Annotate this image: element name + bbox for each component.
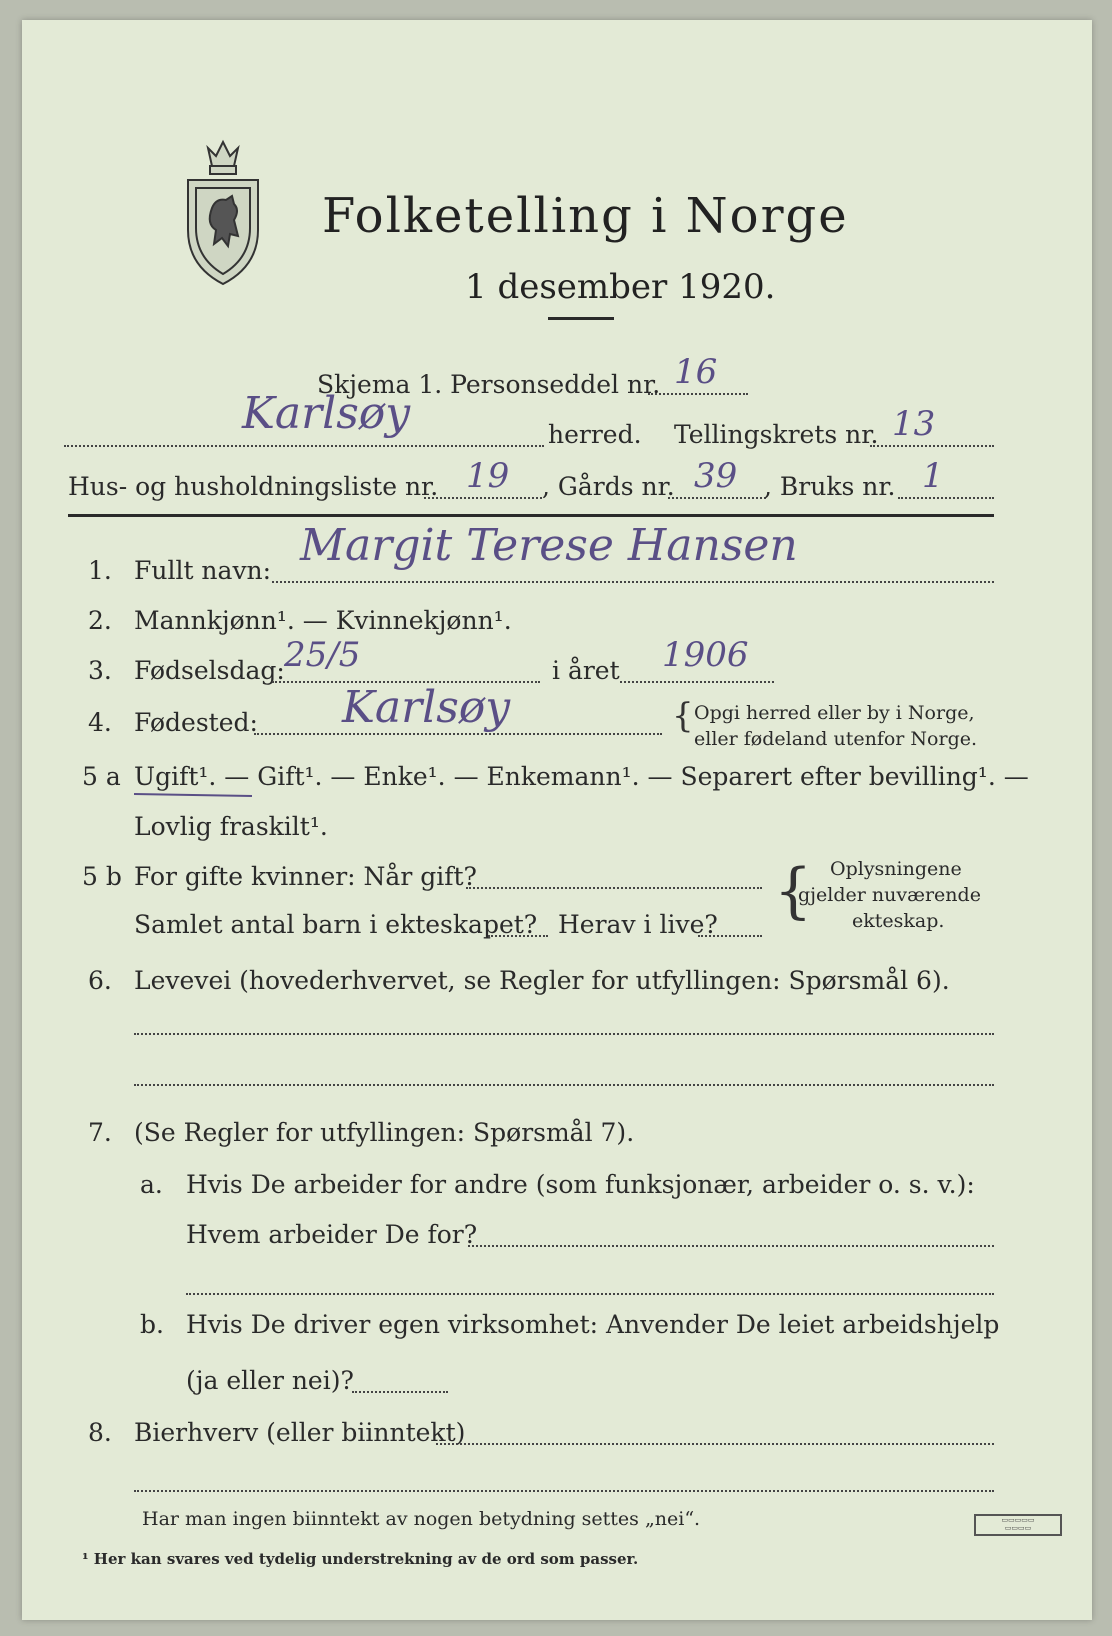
husliste-field[interactable] [424,497,542,499]
ugift-underline [134,793,252,797]
marital-status-options[interactable]: Ugift¹. — Gift¹. — Enke¹. — Enkemann¹. — Separert efter bevilling¹. — [134,762,1029,791]
norwegian-coat-of-arms-icon [182,138,264,288]
bruks-label: , Bruks nr. [764,472,896,501]
q7b-hire-label: (ja eller nei)? [186,1366,354,1395]
full-name-value: Margit Terese Hansen [300,520,798,571]
q7b-label: Hvis De driver egen virksomhet: Anvender De leiet arbeidshjelp [186,1310,1000,1339]
occupation-field-line1[interactable] [134,1033,994,1035]
q7a-employer-label: Hvem arbeider De for? [186,1220,478,1249]
personseddel-value: 16 [674,352,718,392]
q5b-alive-label: Herav i live? [558,910,718,939]
q4-note-line1: Opgi herred eller by i Norge, [694,702,975,724]
birth-year-value: 1906 [662,635,749,675]
q6-label: Levevei (hovederhvervet, se Regler for utfyllingen: Spørsmål 6). [134,966,950,995]
q7b-letter: b. [140,1310,164,1339]
hired-help-field[interactable] [352,1391,448,1393]
q3-year-label: i året [552,656,620,685]
q5a-number: 5 a [82,762,121,791]
full-name-field[interactable] [272,581,994,583]
q4-brace: { [672,696,694,736]
q4-label: Fødested: [134,708,258,737]
gender-options[interactable]: Mannkjønn¹. — Kvinnekjønn¹. [134,606,512,635]
tellingskrets-field[interactable] [870,445,994,447]
birth-year-field[interactable] [620,681,774,683]
title-divider [548,317,614,320]
employer-field-line1[interactable] [468,1245,994,1247]
gards-label: , Gårds nr. [542,472,675,501]
q1-label: Fullt navn: [134,556,272,585]
birthplace-field[interactable] [254,733,662,735]
form-title: Folketelling i Norge [322,188,849,244]
q6-number: 6. [88,966,112,995]
q8-label: Bierhverv (eller biinntekt) [134,1418,466,1447]
personseddel-field[interactable] [648,393,748,395]
husliste-value: 19 [466,456,510,496]
side-income-field-line1[interactable] [436,1443,994,1445]
header-divider [68,514,994,517]
q8-number: 8. [88,1418,112,1447]
husliste-label: Hus- og husholdningsliste nr. [68,472,439,501]
children-count-field[interactable] [488,935,548,937]
q5b-note-line3: ekteskap. [852,910,945,932]
footnote: ¹ Her kan svares ved tydelig understrekning av de ord som passer. [82,1550,639,1568]
marital-status-options-line2[interactable]: Lovlig fraskilt¹. [134,812,328,841]
q7-number: 7. [88,1118,112,1147]
bruks-value: 1 [922,456,944,496]
q7-label: (Se Regler for utfyllingen: Spørsmål 7). [134,1118,635,1147]
q5b-note-line2: gjelder nuværende [798,884,981,906]
q1-number: 1. [88,556,112,585]
married-date-field[interactable] [466,887,762,889]
gards-field[interactable] [668,497,766,499]
bruks-field[interactable] [898,497,994,499]
tellingskrets-value: 13 [892,404,936,444]
q7a-letter: a. [140,1170,163,1199]
q4-note-line2: eller fødeland utenfor Norge. [694,728,978,750]
q3-number: 3. [88,656,112,685]
q5b-children-label: Samlet antal barn i ekteskapet? [134,910,538,939]
side-income-field-line2[interactable] [134,1490,994,1492]
tellingskrets-label: Tellingskrets nr. [674,420,879,449]
income-note: Har man ingen biinntekt av nogen betydning settes „nei“. [142,1508,701,1530]
children-alive-field[interactable] [698,935,762,937]
herred-label: herred. [548,420,642,449]
form-subtitle: 1 desember 1920. [465,267,776,307]
employer-field-line2[interactable] [186,1293,994,1295]
q3-label: Fødselsdag: [134,656,285,685]
birthplace-value: Karlsøy [342,682,511,733]
q5b-label: For gifte kvinner: Når gift? [134,862,477,891]
printer-stamp: ▭▭▭▭▭ ▭▭▭▭ [974,1514,1062,1536]
q2-number: 2. [88,606,112,635]
skjema-label: Skjema 1. Personseddel nr. [317,370,661,399]
q5b-number: 5 b [82,862,122,891]
herred-value: Karlsøy [242,388,411,439]
herred-field[interactable] [64,445,544,447]
occupation-field-line2[interactable] [134,1084,994,1086]
q7a-label: Hvis De arbeider for andre (som funksjonær, arbeider o. s. v.): [186,1170,975,1199]
q5b-note-line1: Oplysningene [830,858,962,880]
q4-number: 4. [88,708,112,737]
census-form-sheet [22,20,1092,1620]
birthday-value: 25/5 [284,635,361,675]
gards-value: 39 [694,456,738,496]
q5b-brace: { [774,856,813,926]
